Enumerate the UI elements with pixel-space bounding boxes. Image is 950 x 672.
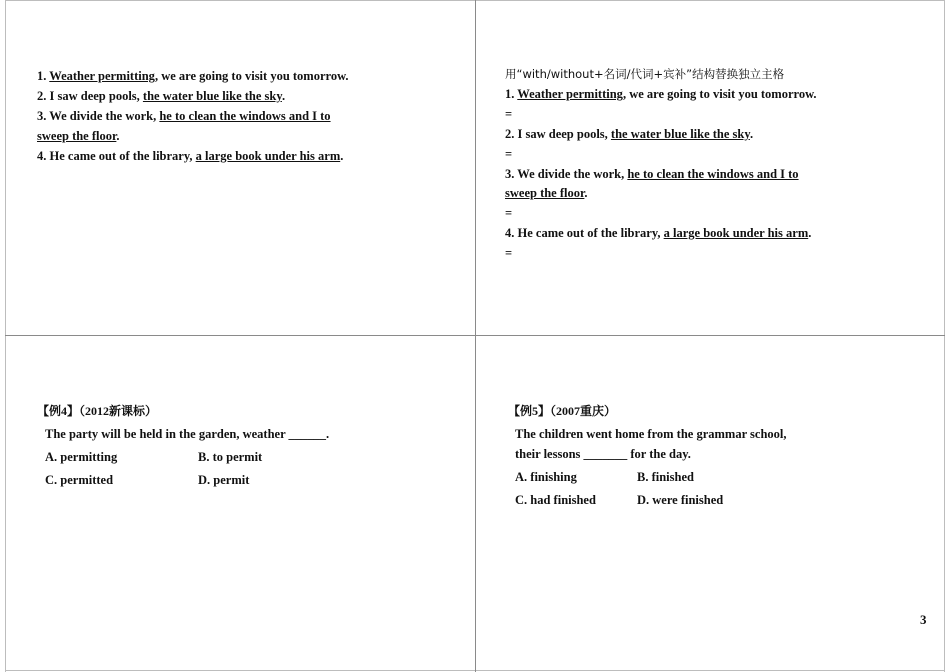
equals-1: =: [505, 107, 513, 121]
option-a: A. permitting: [45, 450, 118, 464]
sentence-3b: sweep the floor.: [505, 186, 588, 200]
equals-4: =: [505, 246, 513, 260]
sentence-3a: 3. We divide the work, he to clean the windows and I to: [37, 109, 331, 123]
option-b: B. to permit: [198, 450, 263, 464]
question-stem: The party will be held in the garden, weather ______.: [45, 427, 330, 441]
sentence-4: 4. He came out of the library, a large book under his arm.: [505, 226, 812, 240]
example-tag: 【例5】（2007重庆）: [508, 404, 617, 418]
sentence-4: 4. He came out of the library, a large book under his arm.: [37, 149, 344, 163]
option-c: C. permitted: [45, 473, 114, 487]
sentence-2: 2. I saw deep pools, the water blue like the sky.: [505, 127, 754, 141]
question-stem-line-1: The children went home from the grammar school,: [515, 427, 787, 441]
option-c: C. had finished: [515, 493, 596, 507]
sentence-1: 1. Weather permitting, we are going to visit you tomorrow.: [37, 69, 349, 83]
equals-2: =: [505, 147, 513, 161]
option-d: D. were finished: [637, 493, 724, 507]
sentence-2: 2. I saw deep pools, the water blue like the sky.: [37, 89, 286, 103]
question-stem-line-2: their lessons _______ for the day.: [515, 447, 691, 461]
option-d: D. permit: [198, 473, 250, 487]
vertical-divider: [475, 0, 476, 672]
option-b: B. finished: [637, 470, 694, 484]
page-number: 3: [920, 612, 927, 627]
border-left: [5, 0, 6, 672]
option-a: A. finishing: [515, 470, 577, 484]
equals-3: =: [505, 206, 513, 220]
sentence-3a: 3. We divide the work, he to clean the windows and I to: [505, 167, 799, 181]
sentence-3b: sweep the floor.: [37, 129, 120, 143]
border-right: [944, 0, 945, 672]
sentence-1: 1. Weather permitting, we are going to visit you tomorrow.: [505, 87, 817, 101]
horizontal-divider: [5, 335, 945, 336]
example-tag: 【例4】（2012新课标）: [37, 404, 158, 418]
instruction: 用“with/without+名词/代词+宾补”结构替换独立主格: [505, 67, 785, 81]
